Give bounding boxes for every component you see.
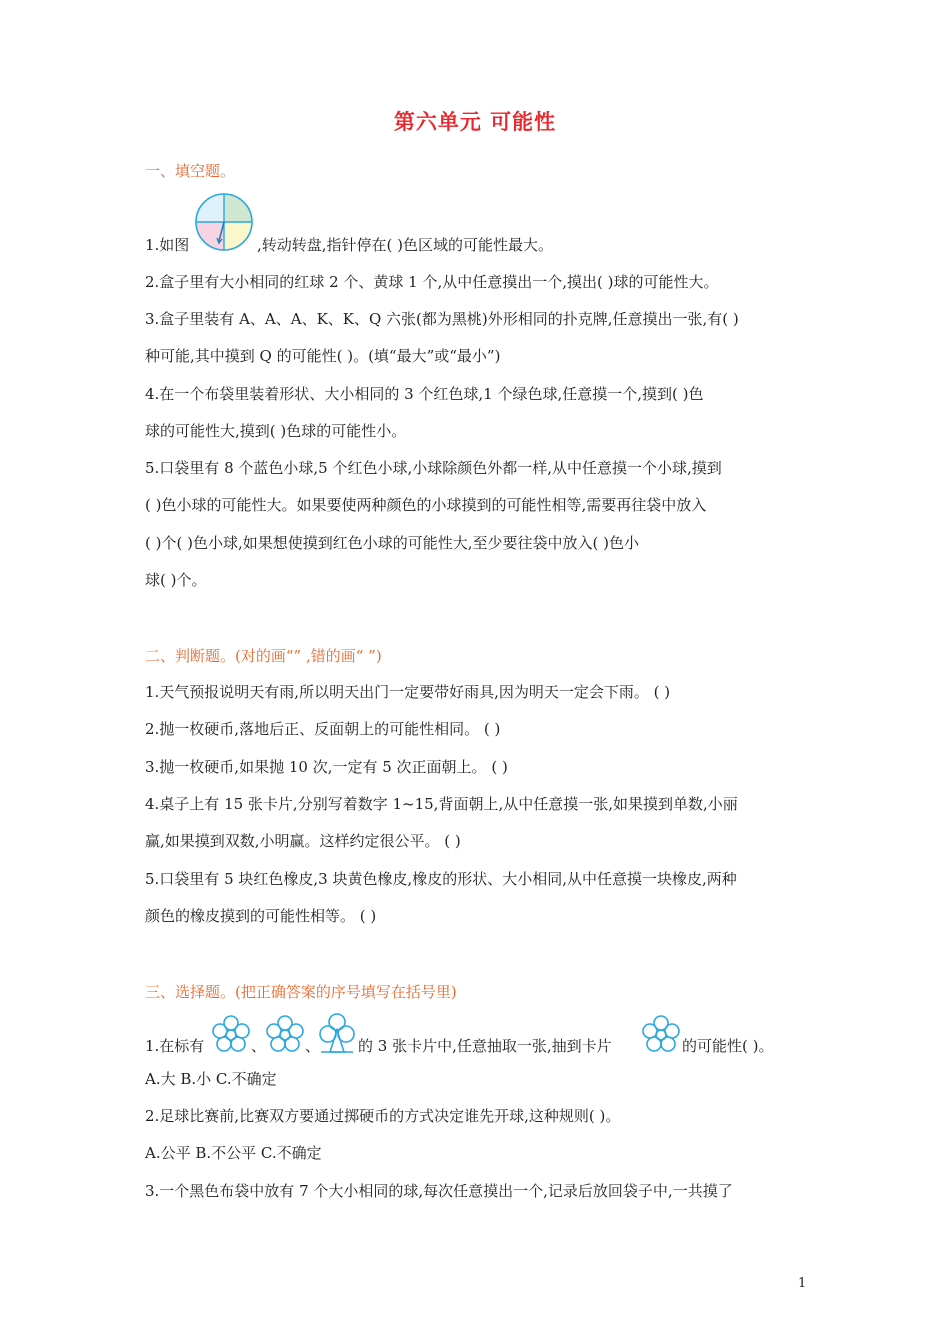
judge-q2-line: 2.抛一枚硬币,落地后正、反面朝上的可能性相同。 ( ) — [145, 720, 501, 738]
judge-q3-line: 3.抛一枚硬币,如果抛 10 次,一定有 5 次正面朝上。 ( ) — [145, 758, 508, 776]
fill-q5-line-cont2: ( )个( )色小球,如果想使摸到红色小球的可能性大,至少要往袋中放入( )色小 — [145, 534, 639, 552]
fill-q5-line: 5.口袋里有 8 个蓝色小球,5 个红色小球,小球除颜色外都一样,从中任意摸一个小球,摸到 — [145, 459, 722, 477]
fill-q2-line: 2.盒子里有大小相同的红球 2 个、黄球 1 个,从中任意摸出一个,摸出( )球的可能性大。 — [145, 273, 719, 291]
fill-q4-line: 4.在一个布袋里装着形状、大小相同的 3 个红色球,1 个绿色球,任意摸一个,摸到( )色 — [145, 385, 704, 403]
section-heading-fill: 一、填空题。 — [145, 162, 236, 180]
spinner-figure — [193, 191, 255, 253]
section-heading-choice: 三、选择题。(把正确答案的序号填写在括号里) — [145, 983, 457, 1001]
fill-q4-line-cont: 球的可能性大,摸到( )色球的可能性小。 — [145, 422, 407, 440]
judge-q1-line: 1.天气预报说明天有雨,所以明天出门一定要带好雨具,因为明天一定会下雨。 ( ) — [145, 683, 671, 701]
flower-icon — [641, 1014, 681, 1054]
section-heading-judge: 二、判断题。(对的画“” ,错的画“ ”) — [145, 647, 382, 665]
choice-q2-options: A.公平 B.不公平 C.不确定 — [145, 1144, 322, 1162]
club-icon — [318, 1012, 356, 1054]
fill-q5-line-cont3: 球( )个。 — [145, 571, 207, 589]
choice-q1-line-mid: 的 3 张卡片中,任意抽取一张,抽到卡片 — [358, 1037, 612, 1055]
choice-q1-line-end: 的可能性( )。 — [682, 1037, 774, 1055]
judge-q4-line: 4.桌子上有 15 张卡片,分别写着数字 1~15,背面朝上,从中任意摸一张,如果摸到单数,小丽 — [145, 795, 738, 813]
fill-q1-line: 1.如图 — [145, 236, 190, 254]
judge-q5-line-cont: 颜色的橡皮摸到的可能性相等。 ( ) — [145, 907, 377, 925]
choice-q1-options: A.大 B.小 C.不确定 — [145, 1070, 277, 1088]
fill-q5-line-cont1: ( )色小球的可能性大。如果要使两种颜色的小球摸到的可能性相等,需要再往袋中放入 — [145, 496, 707, 514]
judge-q4-line-cont: 赢,如果摸到双数,小明赢。这样约定很公平。 ( ) — [145, 832, 461, 850]
judge-q5-line: 5.口袋里有 5 块红色橡皮,3 块黄色橡皮,橡皮的形状、大小相同,从中任意摸一块橡皮,两种 — [145, 870, 737, 888]
fill-q3-line-cont: 种可能,其中摸到 Q 的可能性( )。(填“最大”或“最小”) — [145, 347, 501, 365]
flower-icon — [211, 1014, 251, 1054]
choice-q2-line: 2.足球比赛前,比赛双方要通过掷硬币的方式决定谁先开球,这种规则( )。 — [145, 1107, 621, 1125]
page-title: 第六单元 可能性 — [393, 109, 557, 134]
choice-q1-line: 1.在标有 — [145, 1037, 205, 1055]
fill-q1-line-cont: ,转动转盘,指针停在( )色区域的可能性最大。 — [257, 236, 554, 254]
choice-q1-separator: 、 — [251, 1037, 267, 1055]
choice-q1-separator: 、 — [305, 1037, 321, 1055]
fill-q3-line: 3.盒子里装有 A、A、A、K、K、Q 六张(都为黑桃)外形相同的扑克牌,任意摸出一张,有( ) — [145, 310, 739, 328]
page-number: 1 — [798, 1276, 807, 1291]
flower-icon — [265, 1014, 305, 1054]
choice-q3-line: 3.一个黑色布袋中放有 7 个大小相同的球,每次任意摸出一个,记录后放回袋子中,一共摸了 — [145, 1182, 733, 1200]
